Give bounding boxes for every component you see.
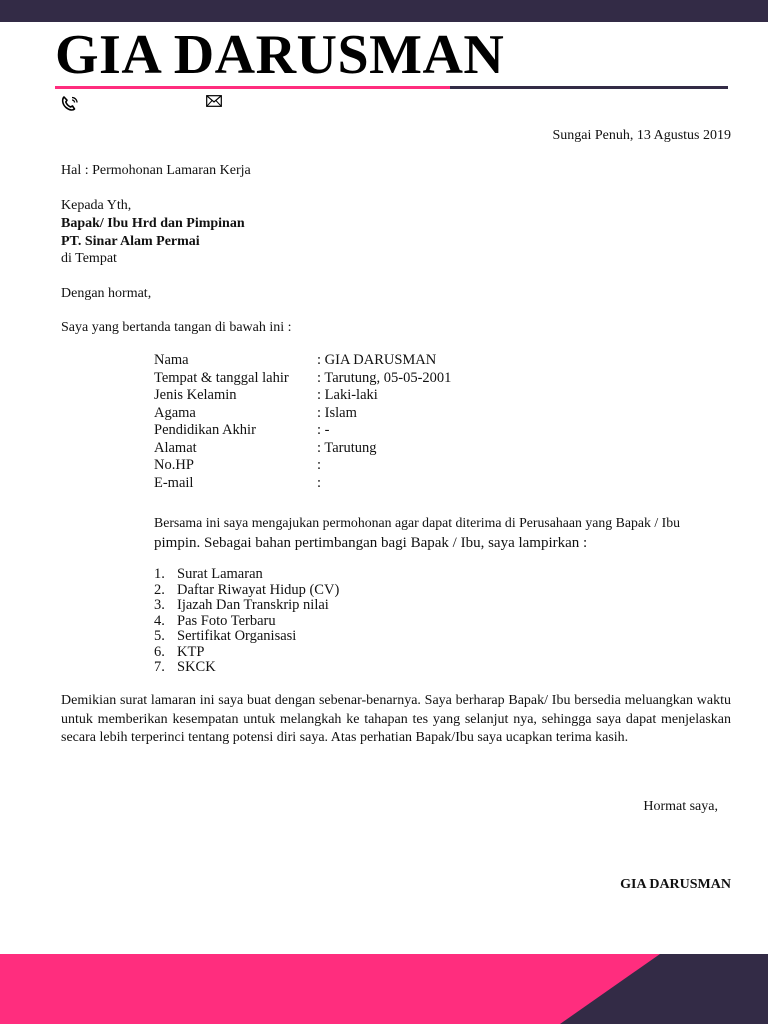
- mail-icon: [206, 95, 222, 107]
- info-row-address: [154, 440, 377, 458]
- request-line-1: Bersama ini saya mengajukan permohonan agar dapat diterima di Perusahaan yang Bapak / Ibu: [154, 515, 681, 530]
- attachment-number: 4.: [154, 612, 165, 629]
- info-row-name: [154, 352, 436, 370]
- info-value: : Laki-laki: [317, 387, 378, 403]
- top-decorative-bar: [0, 0, 768, 22]
- letter-date: Sungai Penuh, 13 Agustus 2019: [552, 128, 731, 143]
- attachment-number: 3.: [154, 597, 165, 613]
- attachment-number: 7.: [154, 659, 165, 675]
- attachment-text: SKCK: [177, 659, 216, 675]
- info-row-education: [154, 422, 329, 440]
- info-label: Alamat: [154, 439, 197, 456]
- info-label: Agama: [154, 404, 196, 421]
- recipient-line-2: PT. Sinar Alam Permai: [61, 234, 200, 249]
- attachment-item: [154, 567, 263, 583]
- recipient-line-1: Bapak/ Ibu Hrd dan Pimpinan: [61, 216, 245, 231]
- phone-icon: [60, 94, 82, 112]
- info-value: : Islam: [317, 404, 357, 421]
- attachment-text: Sertifikat Organisasi: [177, 628, 297, 644]
- attachment-text: Daftar Riwayat Hidup (CV): [177, 581, 340, 598]
- info-value: : GIA DARUSMAN: [317, 352, 437, 368]
- info-row-email: [154, 475, 321, 493]
- info-value: :: [317, 474, 322, 491]
- request-line-2: pimpin. Sebagai bahan pertimbangan bagi Bapak / Ibu, saya lampirkan :: [154, 535, 588, 551]
- info-value: : Tarutung: [317, 439, 377, 456]
- applicant-name-title: GIA DARUSMAN: [55, 24, 505, 86]
- recipient-line-3: di Tempat: [61, 251, 117, 266]
- info-row-religion: [154, 405, 357, 423]
- attachment-number: 1.: [154, 566, 165, 582]
- attachment-text: Surat Lamaran: [177, 566, 263, 582]
- salutation: Dengan hormat,: [61, 286, 152, 301]
- info-label: No.HP: [154, 457, 194, 473]
- info-label: Tempat & tanggal lahir: [154, 369, 289, 386]
- attachment-item: [154, 645, 204, 661]
- info-label: Jenis Kelamin: [154, 387, 237, 403]
- info-value: : Tarutung, 05-05-2001: [317, 369, 452, 386]
- attachment-number: 6.: [154, 643, 165, 660]
- attachment-item: [154, 660, 216, 676]
- regards: Hormat saya,: [643, 799, 718, 814]
- letter-subject: Hal : Permohonan Lamaran Kerja: [61, 163, 251, 178]
- info-label: E-mail: [154, 474, 194, 491]
- header-rule-pink: [55, 86, 450, 89]
- info-value: : -: [317, 422, 330, 438]
- attachment-text: KTP: [177, 643, 205, 660]
- attachment-item: [154, 598, 329, 614]
- attachment-number: 2.: [154, 581, 165, 598]
- info-row-phone: [154, 457, 321, 475]
- attachment-item: [154, 614, 276, 630]
- signature-name: GIA DARUSMAN: [620, 877, 731, 892]
- attachment-number: 5.: [154, 628, 165, 644]
- info-label: Pendidikan Akhir: [154, 422, 256, 438]
- attachment-text: Ijazah Dan Transkrip nilai: [177, 597, 329, 613]
- info-row-gender: [154, 387, 378, 405]
- request-paragraph: [154, 513, 714, 553]
- info-row-birth: [154, 370, 451, 388]
- recipient-greeting: Kepada Yth,: [61, 198, 132, 213]
- attachment-item: [154, 583, 339, 599]
- info-value: :: [317, 457, 322, 473]
- attachment-text: Pas Foto Terbaru: [177, 612, 276, 629]
- header-rule-dark: [450, 86, 728, 89]
- intro-line: Saya yang bertanda tangan di bawah ini :: [61, 320, 292, 335]
- info-label: Nama: [154, 352, 189, 368]
- attachment-item: [154, 629, 296, 645]
- closing-paragraph: Demikian surat lamaran ini saya buat dengan sebenar-benarnya. Saya berharap Bapak/ Ibu bersedia meluangkan waktu untuk memberikan kesempatan untuk melangkah ke tahapan tes yang selanjut nya, sehingga saya dapat menjelaskan secara lebih terperinci tentang potensi diri saya. Atas perhatian Bapak/Ibu saya ucapkan terima kasih.: [61, 693, 731, 745]
